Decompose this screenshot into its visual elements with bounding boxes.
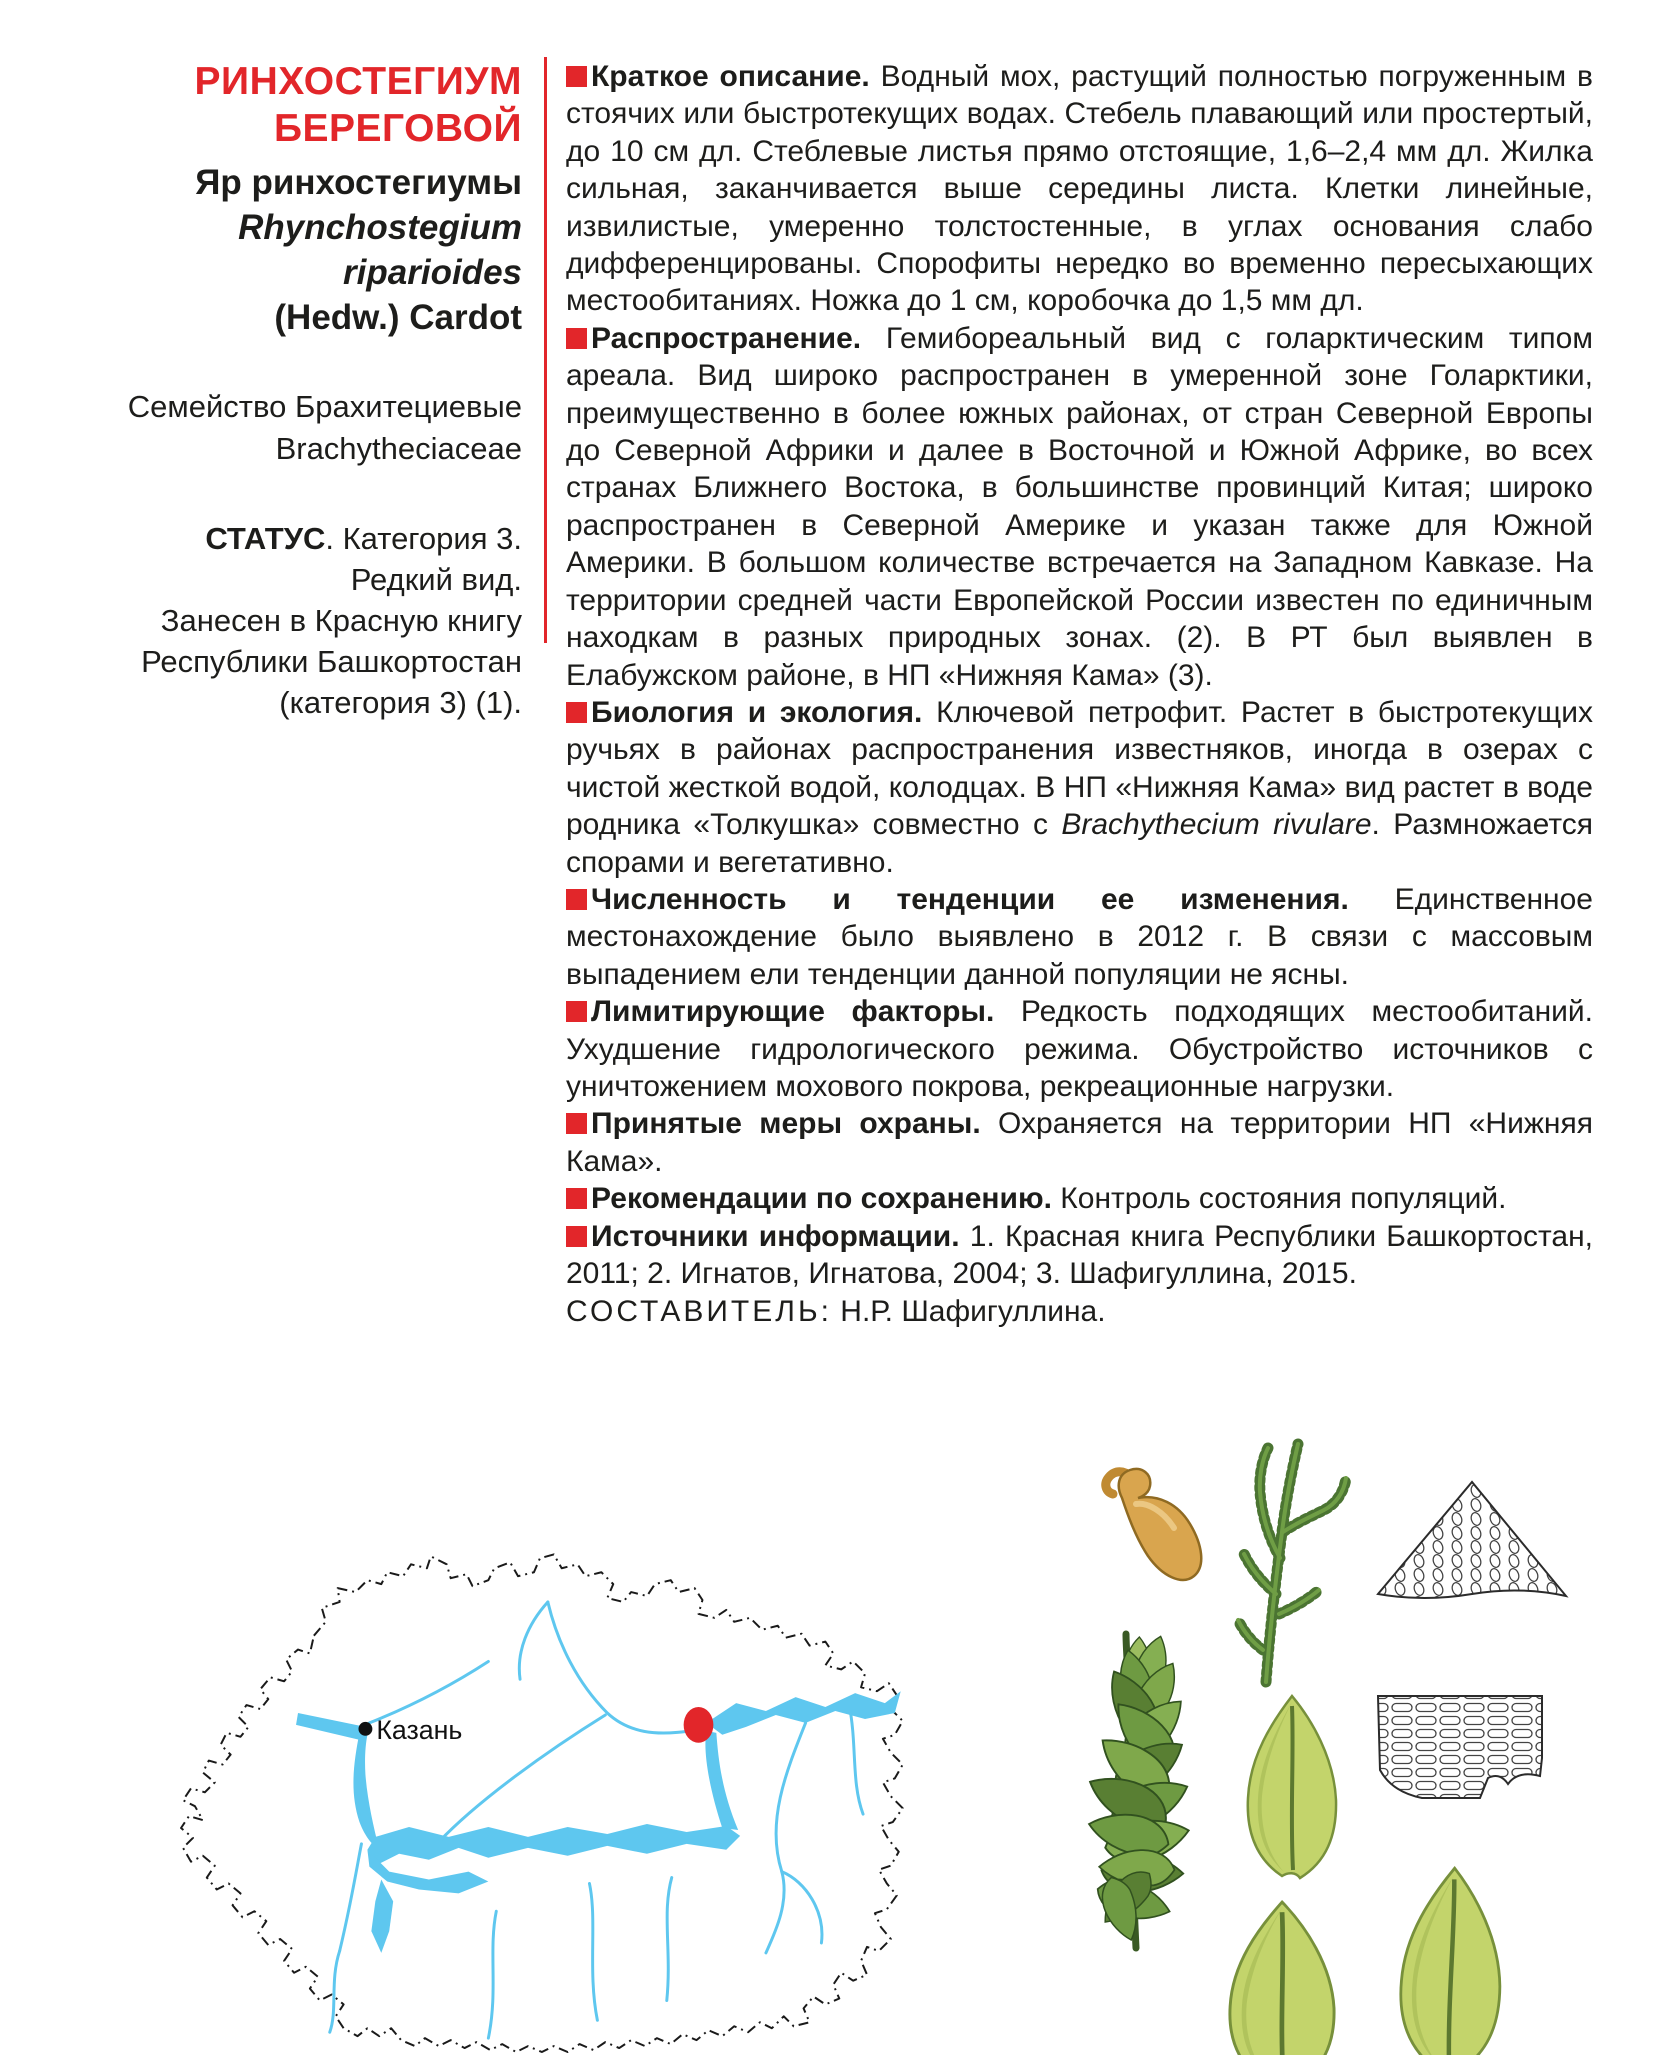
leaf-bottom-right-icon [1398, 1866, 1504, 2055]
compiler-label: СОСТАВИТЕЛЬ: [566, 1295, 832, 1329]
occurrence-marker-icon [684, 1707, 714, 1743]
leaf-apex-cells-icon [1378, 1482, 1566, 1598]
section-bullet-icon [566, 1226, 587, 1247]
section-paragraph [566, 1180, 1593, 1217]
title-line-2: БЕРЕГОВОЙ [273, 107, 522, 150]
status-line: Редкий вид. [350, 562, 522, 597]
range-map [128, 1485, 928, 2055]
family-russian: Семейство Брахитециевые [127, 389, 522, 424]
section-bullet-icon [566, 1113, 587, 1134]
section-bullet-icon [566, 889, 587, 910]
title-line-1: РИНХОСТЕГИУМ [194, 60, 522, 103]
column-divider-rule [544, 57, 547, 643]
section-text: Водный мох, растущий полностью погруженным в стоячих или быстротекущих водах. Стебель плавающий или простертый, до 10 см дл. Стеблевые листья прямо отстоящие, 1,6–2,4 мм дл. Жилка сильная, заканчивается выше середины листа. Клетки линейные, извилистые, умеренно толстостенные, в углах основания слабо дифференцированы. Спорофиты нередко во временно пересыхающих местообитаниях. Ножка до 1 см, коробочка до 1,5 мм дл. [566, 60, 1593, 318]
section-title: Биология и экология. [591, 695, 923, 729]
species-name-tatar: Яр ринхостегиумы [195, 163, 522, 202]
species-title-russian [58, 58, 522, 152]
species-header [58, 58, 522, 723]
status-block [58, 518, 522, 723]
status-lines [58, 559, 522, 723]
status-line: Занесен в Красную книгу [160, 603, 522, 638]
section-title: Лимитирующие факторы. [591, 995, 995, 1029]
section-paragraph [566, 1218, 1593, 1293]
sporophyte-capsule-icon [1106, 1469, 1201, 1580]
section-text: Редкость подходящих местообитаний. Ухудшение гидрологического режима. Обустройство источников с уничтожением мохового покрова, рекреационные нагрузки. [566, 995, 1593, 1103]
family-latin: Brachytheciaceae [275, 431, 522, 466]
leaf-bottom-center-icon [1230, 1902, 1334, 2055]
species-author: (Hedw.) Cardot [274, 298, 522, 337]
section-title: Принятые меры охраны. [591, 1107, 981, 1141]
section-title: Распространение. [591, 321, 862, 355]
status-label: СТАТУС [205, 521, 326, 556]
section-paragraph [566, 993, 1593, 1105]
article-body [566, 58, 1593, 1331]
section-title: Рекомендации по сохранению. [591, 1182, 1052, 1216]
compiler-name: Н.Р. Шафигуллина. [831, 1295, 1106, 1329]
section-bullet-icon [566, 328, 587, 349]
section-paragraph [566, 58, 1593, 320]
section-text: Единственное местонахождение было выявлено в 2012 г. В связи с массовым выпадением ели тенденции данной популяции не ясны. [566, 882, 1593, 991]
section-text: Brachythecium rivulare [1061, 808, 1372, 842]
section-paragraph [566, 320, 1593, 694]
sections [566, 58, 1593, 1292]
section-paragraph [566, 1105, 1593, 1180]
region-outline [181, 1554, 903, 2052]
botanical-illustration [1030, 1428, 1653, 2055]
status-first-line [58, 518, 522, 559]
section-text: Охраняется на территории НП «Нижняя Кама». [566, 1107, 1593, 1178]
kazan-city-label: Казань [376, 1714, 463, 1745]
status-line: (категория 3) (1). [279, 685, 522, 720]
section-bullet-icon [566, 1001, 587, 1022]
status-line: Республики Башкортостан [141, 644, 522, 679]
section-text: 1. Красная книга Республики Башкортостан, 2011; 2. Игнатов, Игнатова, 2004; 3. Шафигуллина, 2015. [566, 1219, 1593, 1290]
compiler-line [566, 1293, 1593, 1330]
moss-illustration-svg [1030, 1428, 1653, 2055]
family-block [58, 386, 522, 470]
status-category: . Категория 3. [325, 521, 522, 556]
section-title: Источники информации. [591, 1219, 960, 1253]
section-bullet-icon [566, 66, 587, 87]
leaf-middle-icon [1248, 1696, 1336, 1878]
branched-shoot-icon [1238, 1444, 1346, 1682]
section-text: . Размножается спорами и вегетативно. [566, 808, 1593, 879]
section-text: Контроль состояния популяций. [1051, 1182, 1507, 1216]
section-title: Численность и тенденции ее изменения. [591, 882, 1349, 916]
section-bullet-icon [566, 702, 587, 723]
section-paragraph [566, 694, 1593, 881]
section-title: Краткое описание. [591, 60, 870, 93]
species-name-latin: Rhynchostegium riparioides [238, 208, 522, 292]
tatarstan-map-svg [128, 1485, 928, 2055]
leaf-base-cells-icon [1378, 1696, 1542, 1798]
section-text: Гемибореальный вид с голарктическим типом ареала. Вид широко распространен в умеренной зоне Голарктики, преимущественно в более южных районах, от стран Северной Европы до Северной Африки и далее в Восточной и Южной Африке, во всех странах Ближнего Востока, в большинстве провинций Китая; широко распространен в Северной Америке и указан также для Южной Америки. В большом количестве встречается на Западном Кавказе. На территории средней части Европейской России известен по единичным находкам в разных природных зонах. (2). В РТ был выявлен в Елабужском районе, в НП «Нижняя Кама» (3). [566, 321, 1593, 692]
moss-shoot-icon [1082, 1634, 1193, 1948]
section-bullet-icon [566, 1188, 587, 1209]
section-text: Ключевой петрофит. Растет в быстротекущих ручьях в районах распространения известняков, иногда в озерах с чистой жесткой водой, колодцах. В НП «Нижняя Кама» вид растет в воде родника «Толкушка» совместно с [566, 695, 1593, 842]
kazan-city-dot [358, 1722, 372, 1736]
section-paragraph [566, 881, 1593, 993]
